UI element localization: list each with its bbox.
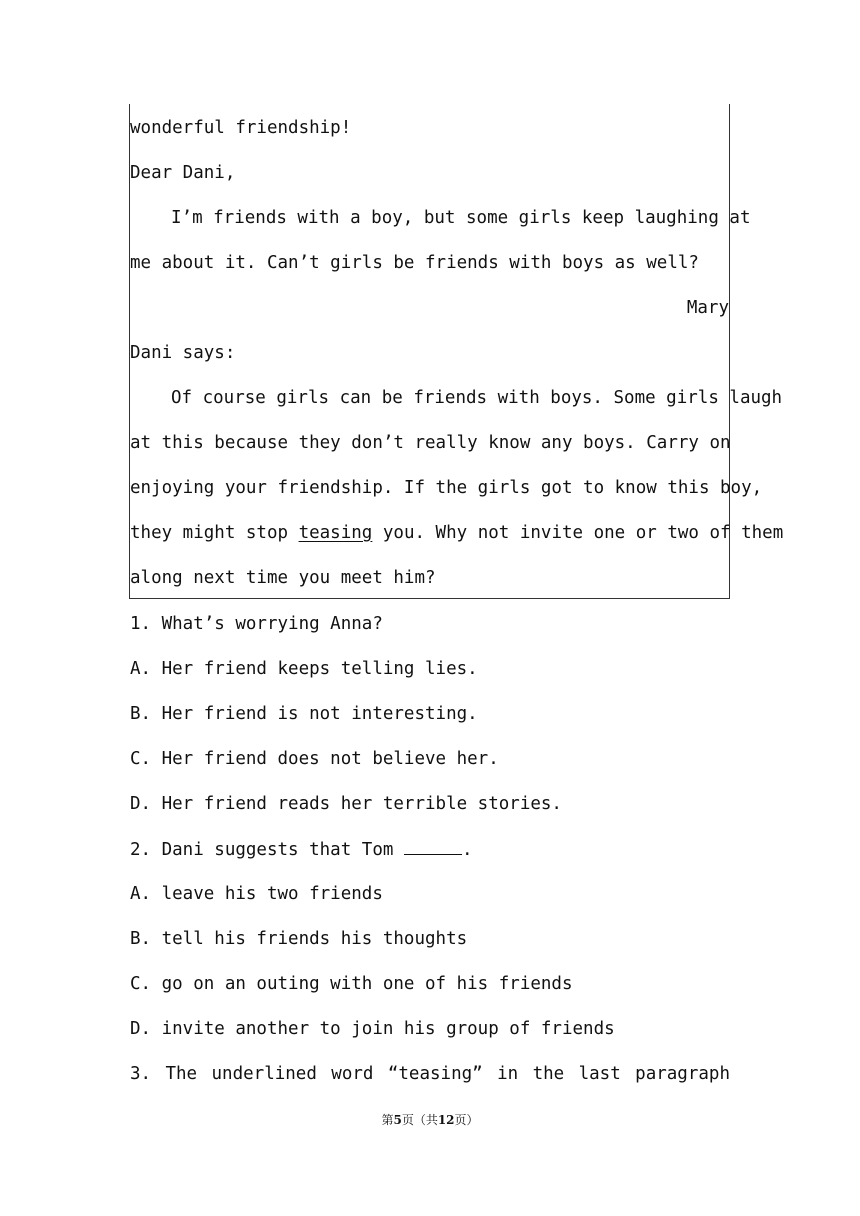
page-number: 5: [393, 1113, 402, 1127]
answer-option: A. leave his two friends: [130, 884, 383, 904]
reply-heading: Dani says:: [130, 343, 236, 363]
letter-salutation: Dear Dani,: [130, 163, 236, 183]
page-total: 12: [437, 1113, 455, 1127]
reply-line: [130, 522, 784, 544]
question-text: 2. Dani suggests that Tom: [130, 840, 404, 860]
reply-text: they might stop: [130, 523, 299, 543]
page-footer: [0, 1111, 860, 1128]
passage-line: wonderful friendship!: [130, 118, 352, 138]
reply-text: you. Why not invite one or two of them: [372, 523, 784, 543]
question-text: .: [461, 840, 473, 860]
footer-text: 页（共: [401, 1113, 438, 1127]
reply-line: at this because they don’t really know any boys. Carry on: [130, 433, 731, 453]
letter-signature: Mary: [686, 298, 729, 318]
answer-option: C. go on an outing with one of his friends: [130, 974, 573, 994]
answer-blank: [404, 838, 462, 855]
footer-text: 第: [381, 1113, 394, 1127]
reply-line: along next time you meet him?: [130, 568, 436, 588]
question-stem: 3. The underlined word “teasing” in the last paragraph: [130, 1064, 730, 1084]
passage-box: [129, 104, 784, 599]
letter-line: me about it. Can’t girls be friends with boys as well?: [130, 253, 699, 273]
reply-line: Of course girls can be friends with boys. Some girls laugh: [171, 388, 783, 408]
question-stem: [130, 838, 730, 861]
answer-option: B. Her friend is not interesting.: [130, 704, 478, 724]
answer-option: C. Her friend does not believe her.: [130, 749, 499, 769]
letter-line: I’m friends with a boy, but some girls keep laughing at: [171, 208, 751, 228]
answer-option: D. invite another to join his group of friends: [130, 1019, 615, 1039]
answer-option: D. Her friend reads her terrible stories.: [130, 794, 562, 814]
answer-option: A. Her friend keeps telling lies.: [130, 659, 478, 679]
reply-line: enjoying your friendship. If the girls got to know this boy,: [130, 478, 763, 498]
answer-option: B. tell his friends his thoughts: [130, 929, 468, 949]
footer-text: 页）: [454, 1113, 479, 1127]
underlined-word: teasing: [298, 523, 373, 543]
question-stem: 1. What’s worrying Anna?: [130, 614, 383, 634]
